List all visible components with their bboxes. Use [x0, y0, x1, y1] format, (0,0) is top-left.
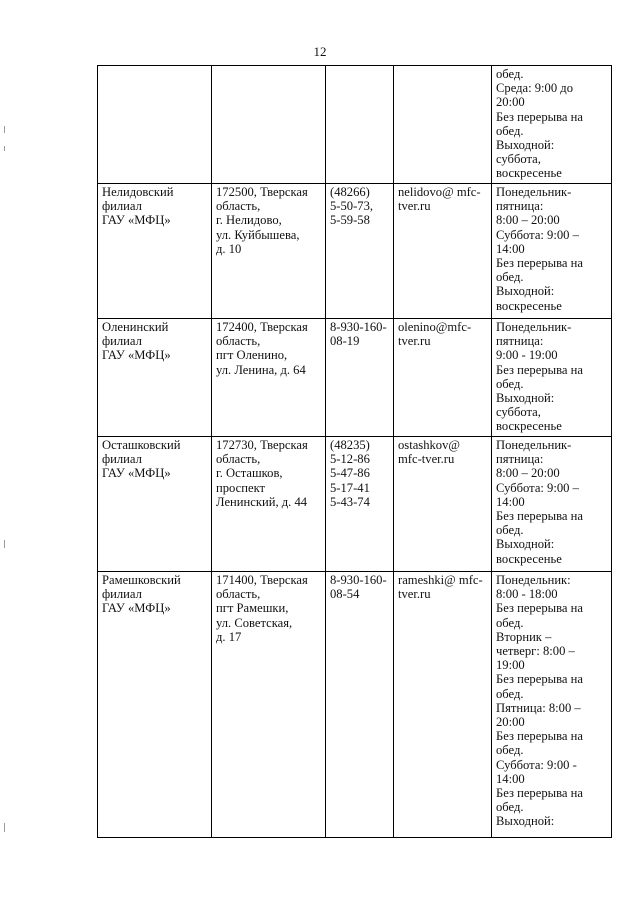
address-cell	[212, 319, 326, 437]
cell-text-line: пгт Оленино,	[216, 348, 288, 363]
cell-text-line: ул. Ленина, д. 64	[216, 362, 306, 377]
cell-text-line: 20:00	[496, 715, 525, 730]
cell-text-line: Без перерыва на	[496, 109, 583, 124]
cell-text-line: 08-54	[330, 587, 360, 602]
cell-text-line: Понедельник:	[496, 573, 571, 587]
cell-text-line: ГАУ «МФЦ»	[102, 466, 171, 481]
phone-cell	[326, 66, 394, 184]
email-cell	[394, 66, 492, 184]
cell-text-line: обед.	[496, 615, 524, 630]
cell-text-line: обед.	[496, 743, 524, 758]
cell-text-line: Оленинский	[102, 320, 169, 334]
cell-text-line: Понедельник-	[496, 320, 572, 334]
cell-text-line: ГАУ «МФЦ»	[102, 601, 171, 616]
cell-text-line: ГАУ «МФЦ»	[102, 348, 171, 363]
cell-text-line: Ленинский, д. 44	[216, 494, 308, 509]
cell-text-line: Без перерыва на	[496, 786, 583, 801]
cell-text-line: четверг: 8:00 –	[496, 644, 575, 659]
table-row	[98, 572, 612, 838]
cell-text-line: область,	[216, 199, 261, 214]
cell-text-line: Выходной:	[496, 391, 555, 406]
cell-text-line: область,	[216, 452, 261, 467]
phone-cell	[326, 319, 394, 437]
branch-name-cell	[98, 437, 212, 572]
email-cell	[394, 572, 492, 838]
cell-text-line: обед.	[496, 800, 524, 815]
working-hours-cell	[492, 66, 612, 184]
cell-text-line: воскресенье	[496, 166, 562, 181]
table-row	[98, 437, 612, 572]
cell-text-line: обед.	[496, 523, 524, 538]
cell-text-line: д. 10	[216, 241, 242, 256]
cell-text-line: 5-59-58	[330, 213, 370, 228]
cell-text-line: mfc-tver.ru	[398, 452, 455, 467]
cell-text-line: 08-19	[330, 334, 360, 349]
cell-text-line: 19:00	[496, 658, 525, 673]
cell-text-line: воскресенье	[496, 298, 562, 313]
cell-text-line: 5-50-73,	[330, 199, 374, 214]
address-cell	[212, 437, 326, 572]
cell-text-line: 5-17-41	[330, 480, 370, 495]
cell-text-line: ул. Куйбышева,	[216, 227, 300, 242]
branch-name-cell	[98, 572, 212, 838]
cell-text-line: Суббота: 9:00 –	[496, 480, 579, 495]
cell-text-line: Выходной:	[496, 537, 555, 552]
cell-text-line: область,	[216, 334, 261, 349]
cell-text-line: д. 17	[216, 629, 242, 644]
cell-text-line: 8:00 – 20:00	[496, 213, 560, 228]
cell-text-line: ГАУ «МФЦ»	[102, 213, 171, 228]
cell-text-line: проспект	[216, 480, 266, 495]
cell-text-line: Вторник –	[496, 629, 552, 644]
cell-text-line: Пятница: 8:00 –	[496, 700, 581, 715]
table-row	[98, 184, 612, 319]
cell-text-line: воскресенье	[496, 419, 562, 434]
working-hours-cell	[492, 572, 612, 838]
email-cell	[394, 184, 492, 319]
working-hours-cell	[492, 319, 612, 437]
table-row	[98, 319, 612, 437]
phone-cell	[326, 184, 394, 319]
cell-text-line: суббота,	[496, 405, 541, 420]
branch-name-cell	[98, 66, 212, 184]
cell-text-line: г. Осташков,	[216, 466, 283, 481]
cell-text-line: 5-43-74	[330, 494, 370, 509]
cell-text-line: пгт Рамешки,	[216, 601, 289, 616]
cell-text-line: 14:00	[496, 241, 525, 256]
cell-text-line: Осташковский	[102, 438, 181, 452]
cell-text-line: 8-930-160-	[330, 320, 387, 334]
cell-text-line: 20:00	[496, 95, 525, 110]
cell-text-line: 8-930-160-	[330, 573, 387, 587]
cell-text-line: Суббота: 9:00 -	[496, 757, 577, 772]
cell-text-line: суббота,	[496, 152, 541, 167]
cell-text-line: Рамешковский	[102, 573, 181, 587]
cell-text-line: филиал	[102, 199, 142, 214]
cell-text-line: пятница:	[496, 334, 544, 349]
branch-name-cell	[98, 184, 212, 319]
phone-cell	[326, 572, 394, 838]
cell-text-line: Нелидовский	[102, 185, 174, 199]
cell-text-line: 14:00	[496, 494, 525, 509]
email-cell	[394, 319, 492, 437]
cell-text-line: обед.	[496, 67, 524, 81]
branch-name-cell	[98, 319, 212, 437]
cell-text-line: 5-12-86	[330, 452, 370, 467]
page-number: 12	[313, 44, 327, 59]
cell-text-line: Понедельник-	[496, 438, 572, 452]
cell-text-line: Без перерыва на	[496, 362, 583, 377]
cell-text-line: (48266)	[330, 185, 370, 199]
cell-text-line: tver.ru	[398, 334, 431, 349]
cell-text-line: обед.	[496, 376, 524, 391]
cell-text-line: Без перерыва на	[496, 672, 583, 687]
cell-text-line: Выходной:	[496, 138, 555, 153]
cell-text-line: tver.ru	[398, 587, 431, 602]
cell-text-line: пятница:	[496, 199, 544, 214]
cell-text-line: обед.	[496, 270, 524, 285]
address-cell	[212, 184, 326, 319]
cell-text-line: tver.ru	[398, 199, 431, 214]
cell-text-line: Среда: 9:00 до	[496, 81, 574, 96]
scan-mark	[4, 126, 5, 133]
cell-text-line: 172500, Тверская	[216, 185, 308, 199]
phone-cell	[326, 437, 394, 572]
address-cell	[212, 66, 326, 184]
cell-text-line: Выходной:	[496, 284, 555, 299]
cell-text-line: ostashkov@	[398, 438, 460, 452]
cell-text-line: 171400, Тверская	[216, 573, 308, 587]
cell-text-line: филиал	[102, 334, 142, 349]
cell-text-line: 172400, Тверская	[216, 320, 308, 334]
cell-text-line: Без перерыва на	[496, 509, 583, 524]
cell-text-line: воскресенье	[496, 551, 562, 566]
cell-text-line: ул. Советская,	[216, 615, 293, 630]
working-hours-cell	[492, 437, 612, 572]
cell-text-line: Без перерыва на	[496, 601, 583, 616]
cell-text-line: обед.	[496, 123, 524, 138]
scan-mark	[4, 540, 5, 548]
cell-text-line: 14:00	[496, 771, 525, 786]
cell-text-line: обед.	[496, 686, 524, 701]
cell-text-line: Без перерыва на	[496, 256, 583, 271]
mfc-branches-table	[97, 65, 612, 838]
cell-text-line: olenino@mfc-	[398, 320, 472, 334]
email-cell	[394, 437, 492, 572]
cell-text-line: Выходной:	[496, 814, 555, 829]
cell-text-line: 8:00 – 20:00	[496, 466, 560, 481]
cell-text-line: 8:00 - 18:00	[496, 587, 558, 602]
cell-text-line: область,	[216, 587, 261, 602]
cell-text-line: (48235)	[330, 438, 370, 452]
table-body	[98, 66, 612, 838]
cell-text-line: 9:00 - 19:00	[496, 348, 558, 363]
address-cell	[212, 572, 326, 838]
table-row	[98, 66, 612, 184]
scan-mark	[4, 823, 5, 832]
cell-text-line: пятница:	[496, 452, 544, 467]
cell-text-line: филиал	[102, 452, 142, 467]
cell-text-line: Понедельник-	[496, 185, 572, 199]
working-hours-cell	[492, 184, 612, 319]
cell-text-line: Суббота: 9:00 –	[496, 227, 579, 242]
cell-text-line: Без перерыва на	[496, 729, 583, 744]
cell-text-line: 5-47-86	[330, 466, 370, 481]
cell-text-line: филиал	[102, 587, 142, 602]
cell-text-line: nelidovo@ mfc-	[398, 185, 481, 199]
scan-mark	[4, 146, 5, 151]
cell-text-line: rameshki@ mfc-	[398, 573, 483, 587]
cell-text-line: 172730, Тверская	[216, 438, 308, 452]
cell-text-line: г. Нелидово,	[216, 213, 282, 228]
